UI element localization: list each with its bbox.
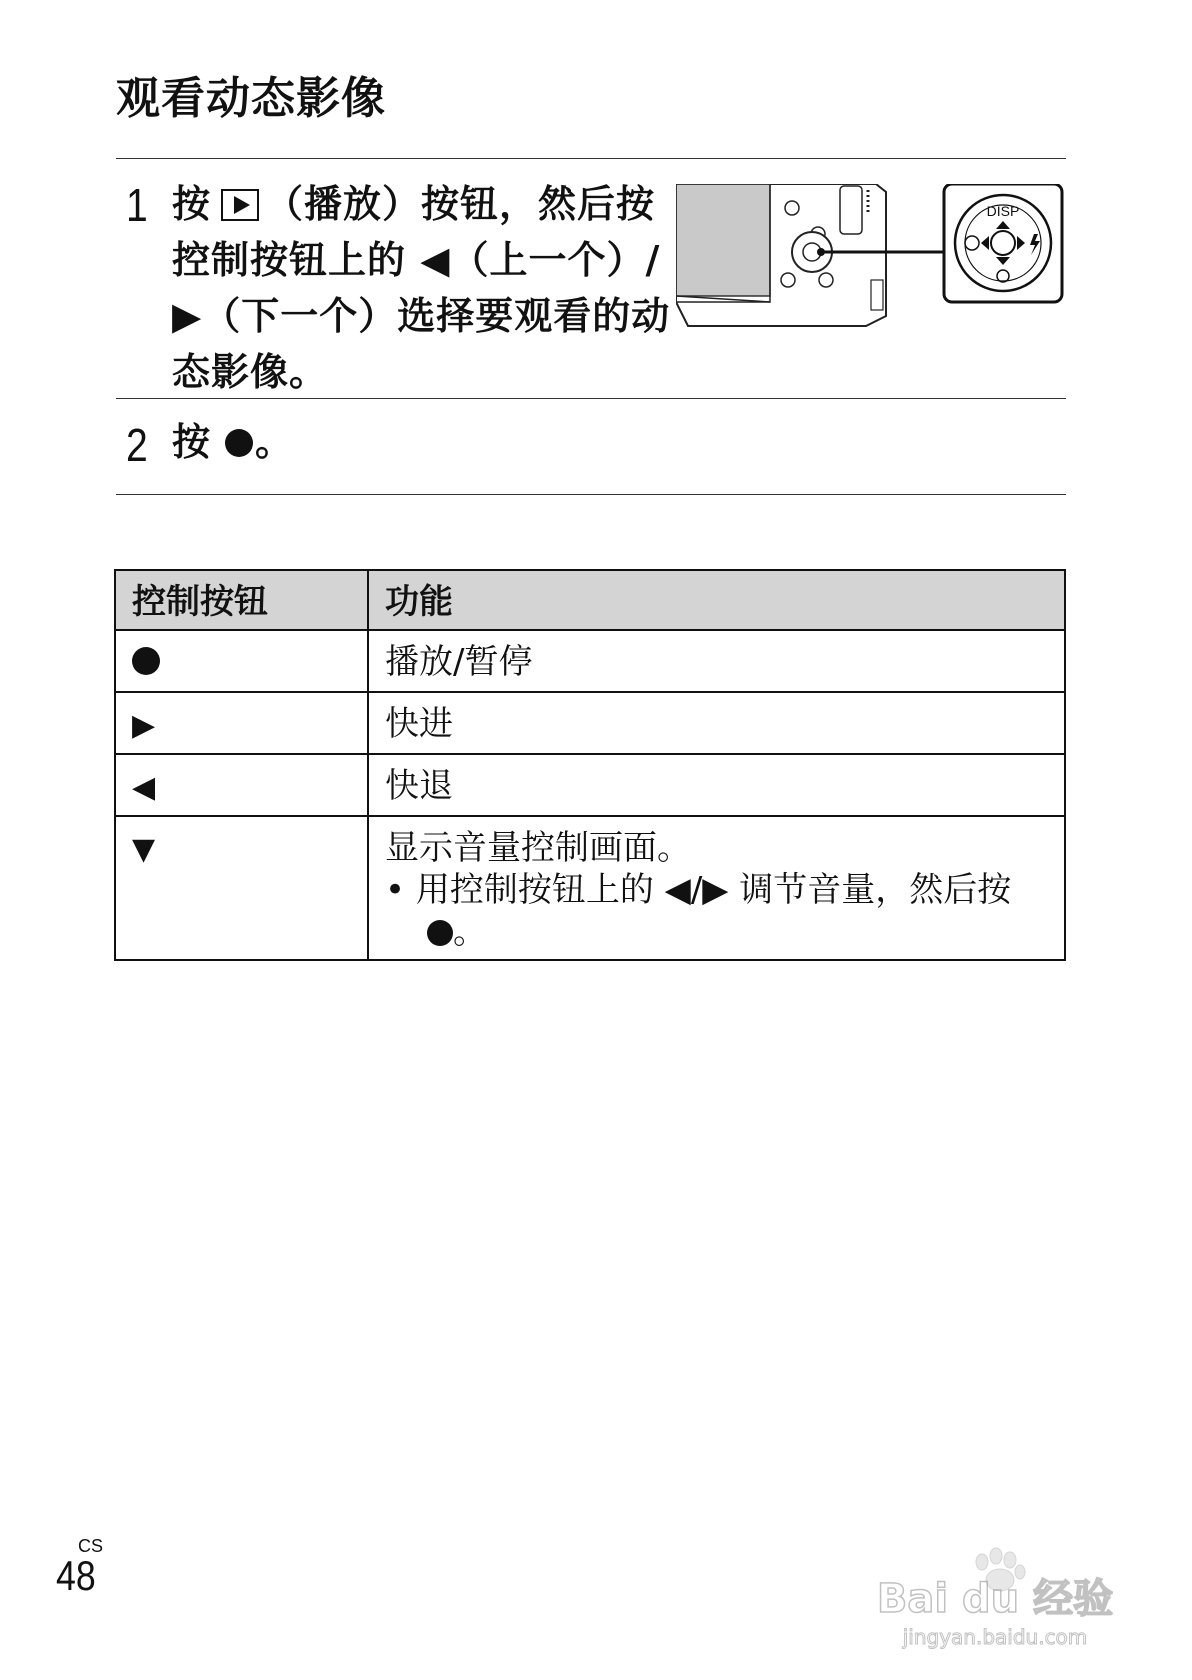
center-button-icon [427,920,453,946]
divider [116,398,1066,399]
note-end: 。 [453,912,487,952]
function-note [385,869,1048,953]
step-number: 2 [126,419,148,471]
table-row [115,816,1065,960]
button-cell [115,630,368,692]
note-text: • 用控制按钮上的 ◀/▶ 调节音量，然后按 [385,870,1012,910]
divider [116,494,1066,495]
table-row [115,630,1065,692]
baidu-jingyan-watermark [850,1540,1140,1660]
column-header: 功能 [368,570,1065,630]
function-cell: 快退 [368,754,1065,816]
divider [116,158,1066,159]
camera-control-illustration [676,184,1066,330]
button-cell [115,692,368,754]
function-text: 显示音量控制画面。 [385,828,691,868]
watermark-url: jingyan.baidu.com [902,1625,1088,1649]
step-2-suffix: 。 [255,420,295,464]
disp-label: DISP [986,203,1020,219]
function-cell [368,816,1065,960]
step-2-prefix: 按 [172,420,212,464]
page-title: 观看动态影像 [116,73,386,124]
down-triangle-icon: ▼ [132,832,156,867]
step-1-body: （播放）按钮，然后按控制按钮上的 ◀（上一个）/▶（下一个）选择要观看的动态影像。 [172,182,671,394]
control-button-table [114,569,1066,961]
function-cell: 快进 [368,692,1065,754]
table-row [115,692,1065,754]
language-code: CS [78,1536,104,1556]
table-row [115,754,1065,816]
center-button-icon [225,429,253,457]
button-cell [115,754,368,816]
step-number: 1 [126,179,148,231]
right-triangle-icon: ▶ [132,708,156,743]
function-cell: 播放/暂停 [368,630,1065,692]
watermark-brand: Bai du 经验 [876,1576,1114,1622]
column-header: 控制按钮 [115,570,368,630]
left-triangle-icon: ◀ [132,770,156,805]
step-1-text [172,176,672,400]
page-number: 48 [56,1552,96,1599]
filled-circle-icon [132,647,160,675]
play-button-icon [221,189,259,221]
button-cell [115,816,368,960]
step-1-prefix: 按 [172,182,212,226]
step-2-text [172,414,672,470]
table-header-row [115,570,1065,630]
